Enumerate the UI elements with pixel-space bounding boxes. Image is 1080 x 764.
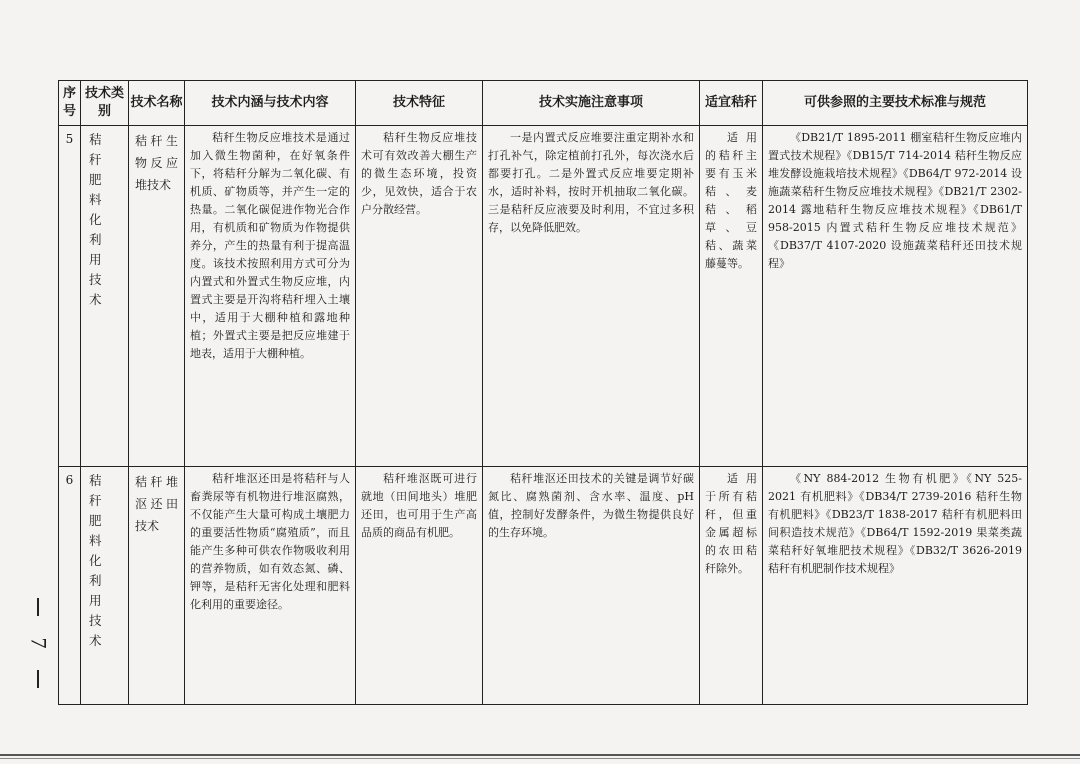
page-number-dash [37, 598, 39, 616]
header-features: 技术特征 [356, 81, 483, 126]
header-standards: 可供参照的主要技术标准与规范 [763, 81, 1028, 126]
scan-edge-line [0, 754, 1080, 756]
row-seq: 5 [65, 132, 74, 146]
header-straw: 适宜秸秆 [700, 81, 763, 126]
scan-edge-line [0, 758, 1080, 759]
row-name: 秸秆堆沤还田技术 [135, 475, 178, 533]
row-straw: 适用于所有秸秆，但重金属超标的农田秸秆除外。 [705, 472, 757, 575]
header-content: 技术内涵与技术内容 [185, 81, 356, 126]
row-standards: 《DB21/T 1895-2011 棚室秸秆生物反应堆内置式技术规程》《DB15/T 714-2014 秸秆生物反应堆发酵设施栽培技术规程》《DB64/T 972-2014 设施蔬菜秸秆生物反应堆技术规程》《DB21/T 2302-2014 露地秸秆生物反应堆技术规程》《DB61/T 958-2015 内置式秸秆生物反应堆技术规范》《DB37/T 4107-2020 设施蔬菜秸秆还田技术规程》 [768, 131, 1022, 270]
row-features: 秸秆生物反应堆技术可有效改善大棚生产的微生态环境，投资少，见效快，适合于农户分散经营。 [361, 131, 477, 216]
page-number-dash [37, 670, 39, 688]
row-content: 秸秆堆沤还田是将秸秆与人畜粪尿等有机物进行堆沤腐熟，不仅能产生大量可构成土壤肥力的重要活性物质“腐殖质”，而且能产生多种可供农作物吸收利用的营养物质，如有效态氮、磷、钾等，是秸秆无害化处理和肥料化利用的重要途径。 [190, 472, 350, 611]
table-row [59, 467, 1028, 705]
technology-table [58, 80, 1028, 705]
row-standards: 《NY 884-2012 生物有机肥》《NY 525-2021 有机肥料》《DB34/T 2739-2016 秸秆生物有机肥料》《DB23/T 1838-2017 秸秆有机肥料田间积造技术规范》《DB64/T 1592-2019 果菜类蔬菜秸秆好氧堆肥技术规程》《DB32/T 3626-2019 秸秆有机肥制作技术规程》 [768, 472, 1022, 575]
header-category: 技术类别 [81, 81, 129, 126]
row-notes: 秸秆堆沤还田技术的关键是调节好碳氮比、腐熟菌剂、含水率、温度、pH 值，控制好发酵条件，为微生物提供良好的生存环境。 [488, 472, 694, 539]
header-name: 技术名称 [129, 81, 185, 126]
table-row [59, 126, 1028, 467]
row-features: 秸秆堆沤既可进行就地（田间地头）堆肥还田，也可用于生产高品质的商品有机肥。 [361, 472, 477, 539]
header-seq: 序号 [59, 81, 81, 126]
page-number [26, 598, 50, 688]
row-straw: 适用的秸秆主要有玉米秸、麦秸、稻草、豆秸、蔬菜藤蔓等。 [705, 131, 757, 270]
row-name: 秸秆生物反应堆技术 [135, 134, 178, 192]
row-category: 秸秆肥料化利用技术 [89, 473, 113, 648]
row-content: 秸秆生物反应堆技术是通过加入微生物菌种，在好氧条件下，将秸秆分解为二氧化碳、有机质、矿物质等，并产生一定的热量。二氧化碳促进作物光合作用，有机质和矿物质为作物提供养分，产生的热量有利于提高温度。该技术按照利用方式可分为内置式和外置式生物反应堆，内置式主要是开沟将秸秆埋入土壤中，适用于大棚种植和露地种植；外置式主要是把反应堆建于地表，适用于大棚种植。 [190, 131, 350, 360]
row-seq: 6 [65, 473, 74, 487]
row-notes: 一是内置式反应堆要注重定期补水和打孔补气，除定植前打孔外，每次浇水后都要打孔。二是外置式反应堆要定期补水，适时补料，按时开机抽取二氧化碳。三是秸秆反应液要及时利用，不宜过多积存，以免降低肥效。 [488, 131, 694, 234]
table-header-row [59, 81, 1028, 126]
header-notes: 技术实施注意事项 [483, 81, 700, 126]
page-number-text: 7 [26, 637, 51, 649]
row-category: 秸秆肥料化利用技术 [89, 132, 113, 307]
